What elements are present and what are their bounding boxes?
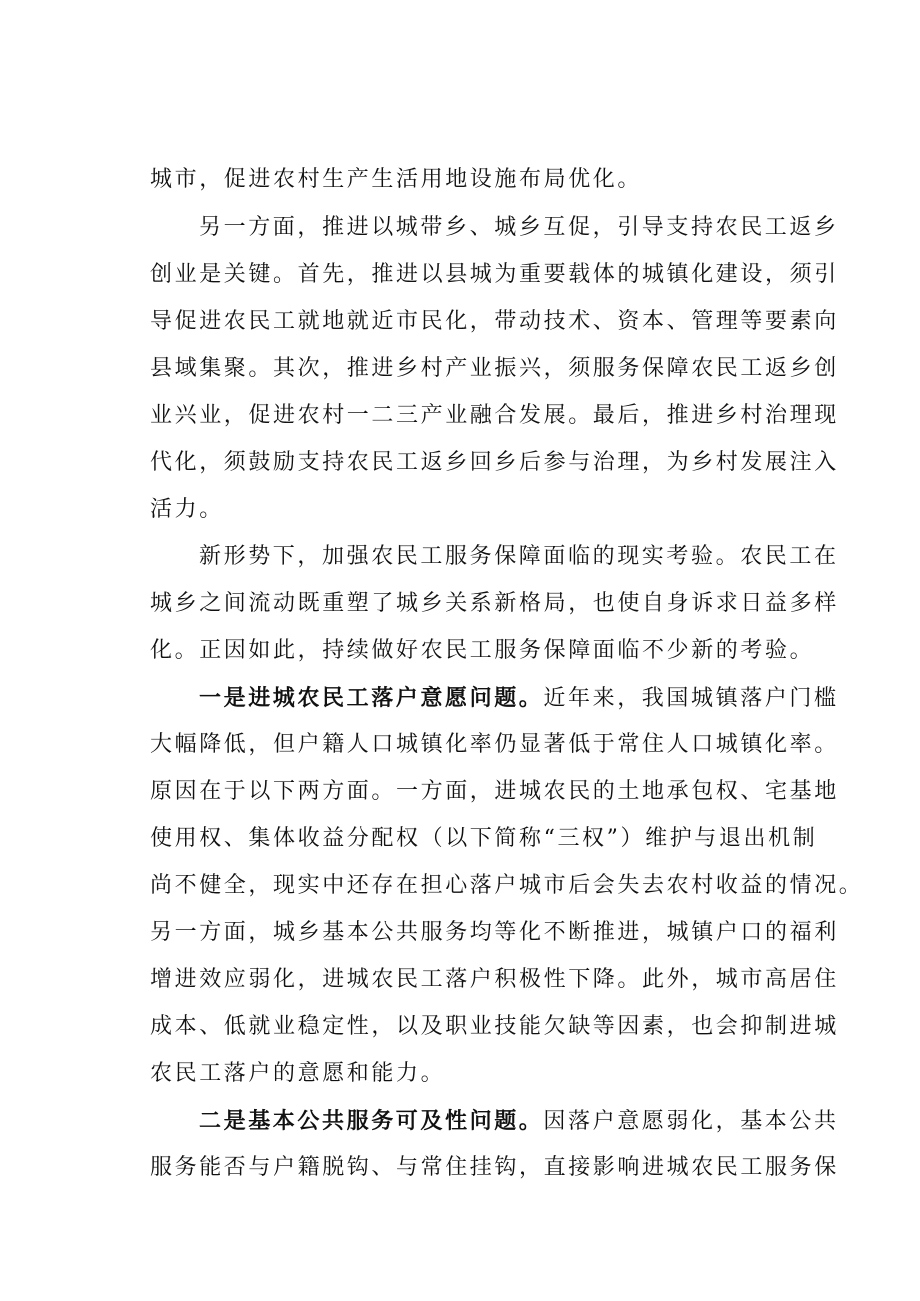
text-run: 因落户意愿弱化，基本公共 (543, 1109, 839, 1134)
text-line: 成本、低就业稳定性，以及职业技能欠缺等因素，也会抑制进城 (150, 1014, 839, 1039)
text-line: 代化，须鼓励支持农民工返乡回乡后参与治理，为乡村发展注入 (150, 450, 839, 475)
text-line: 原因在于以下两方面。一方面，进城农民的土地承包权、宅基地 (150, 779, 839, 804)
text-run: 近年来，我国城镇落户门槛 (543, 686, 839, 711)
text-line: 使用权、集体收益分配权（以下简称“三权”）维护与退出机制 (150, 826, 818, 851)
text-line: 大幅降低，但户籍人口城镇化率仍显著低于常住人口城镇化率。 (150, 732, 839, 757)
paragraph-heading: 一是进城农民工落户意愿问题。 (199, 685, 544, 711)
text-line: 另一方面，城乡基本公共服务均等化不断推进，城镇户口的福利 (150, 920, 839, 945)
text-line: 尚不健全，现实中还存在担心落户城市后会失去农村收益的情况。 (150, 873, 864, 898)
paragraph-heading: 二是基本公共服务可及性问题。 (199, 1108, 544, 1134)
paragraph-first-line (199, 683, 839, 714)
text-line: 农民工落户的意愿和能力。 (150, 1061, 446, 1086)
paragraph-first-line: 另一方面，推进以城带乡、城乡互促，引导支持农民工返乡 (199, 215, 839, 240)
paragraph-first-line (199, 1106, 839, 1137)
text-line: 创业是关键。首先，推进以县城为重要载体的城镇化建设，须引 (150, 262, 839, 287)
text-line: 化。正因如此，持续做好农民工服务保障面临不少新的考验。 (150, 638, 815, 663)
paragraph-first-line: 新形势下，加强农民工服务保障面临的现实考验。农民工在 (199, 544, 839, 569)
text-line: 城乡之间流动既重塑了城乡关系新格局，也使自身诉求日益多样 (150, 591, 839, 616)
text-line: 增进效应弱化，进城农民工落户积极性下降。此外，城市高居住 (150, 967, 839, 992)
text-line: 活力。 (150, 497, 224, 522)
text-line: 业兴业，促进农村一二三产业融合发展。最后，推进乡村治理现 (150, 403, 839, 428)
text-line: 城市，促进农村生产生活用地设施布局优化。 (150, 167, 643, 192)
text-line: 导促进农民工就地就近市民化，带动技术、资本、管理等要素向 (150, 309, 839, 334)
text-line: 县域集聚。其次，推进乡村产业振兴，须服务保障农民工返乡创 (150, 356, 839, 381)
text-line: 服务能否与户籍脱钩、与常住挂钩，直接影响进城农民工服务保 (150, 1155, 839, 1180)
